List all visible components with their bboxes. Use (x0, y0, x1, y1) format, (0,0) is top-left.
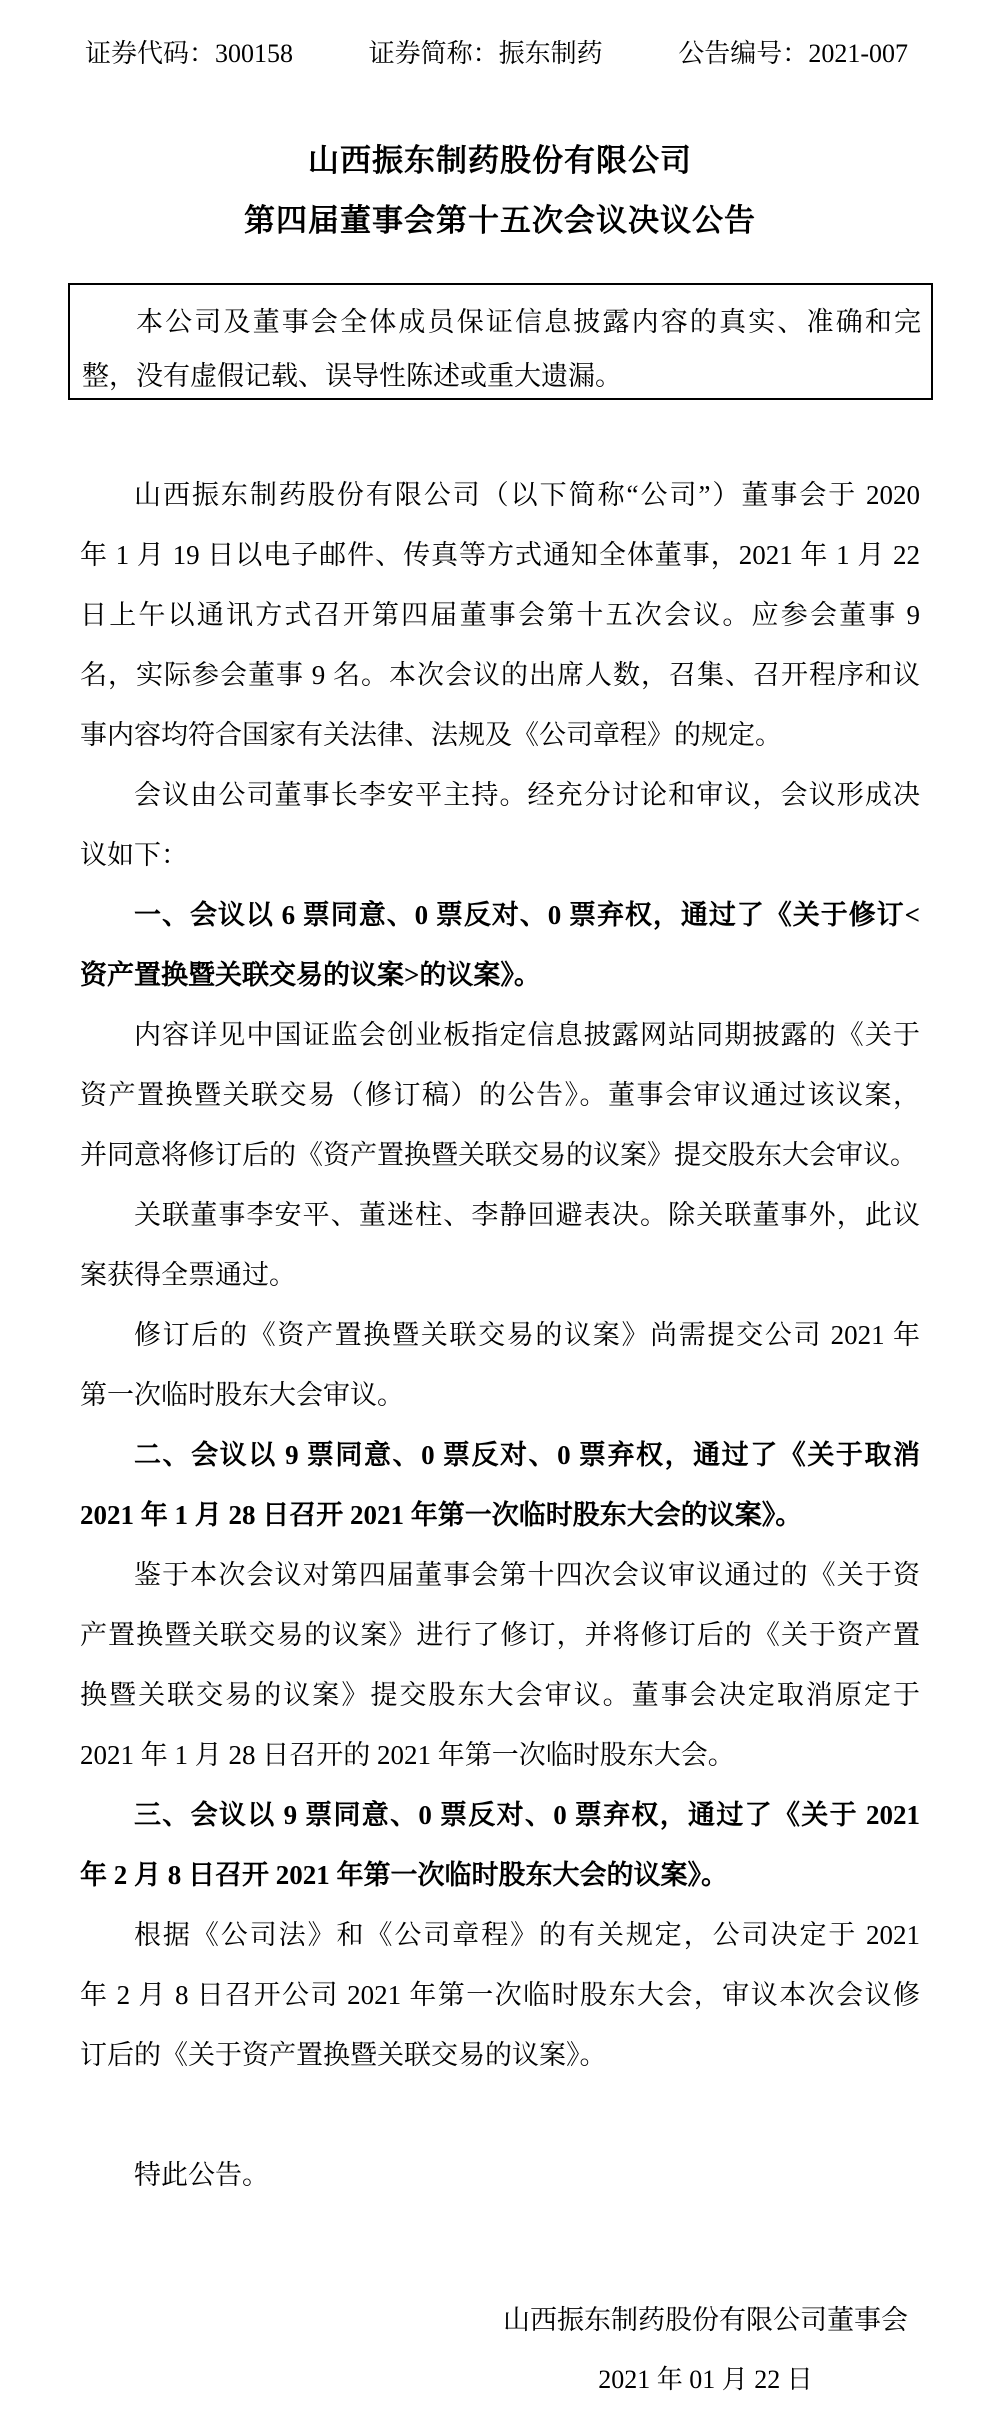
body-line: 名，实际参会董事 9 名。本次会议的出席人数，召集、召开程序和议 (80, 660, 920, 690)
body-line: 山西振东制药股份有限公司（以下简称“公司”）董事会于 2020 (134, 480, 920, 510)
body-line: 根据《公司法》和《公司章程》的有关规定，公司决定于 2021 (134, 1920, 920, 1950)
body-line: 年 1 月 19 日以电子邮件、传真等方式通知全体董事，2021 年 1 月 22 (80, 540, 920, 570)
disclaimer-line: 本公司及董事会全体成员保证信息披露内容的真实、准确和完 (136, 307, 921, 337)
closing-statement: 特此公告。 (134, 2160, 269, 2190)
company-title: 山西振东制药股份有限公司 (308, 143, 692, 178)
body-line: 年 2 月 8 日召开公司 2021 年第一次临时股东大会，审议本次会议修 (80, 1980, 920, 2010)
body-line: 修订后的《资产置换暨关联交易的议案》尚需提交公司 2021 年 (134, 1320, 920, 1350)
body-line: 产置换暨关联交易的议案》进行了修订，并将修订后的《关于资产置 (80, 1620, 920, 1650)
body-line: 并同意将修订后的《资产置换暨关联交易的议案》提交股东大会审议。 (80, 1140, 917, 1170)
body-line: 日上午以通讯方式召开第四届董事会第十五次会议。应参会董事 9 (80, 600, 920, 630)
body-line: 资产置换暨关联交易的议案>的议案》。 (80, 960, 541, 990)
body-line: 议如下： (80, 840, 188, 870)
announcement-title: 第四届董事会第十五次会议决议公告 (244, 203, 756, 238)
board-signature: 山西振东制药股份有限公司董事会 (503, 2305, 908, 2335)
paragraph-resolution-2 (80, 1425, 920, 1545)
body-line: 订后的《关于资产置换暨关联交易的议案》。 (80, 2040, 607, 2070)
body-line: 第一次临时股东大会审议。 (80, 1380, 404, 1410)
paragraph-resolution-1 (80, 885, 920, 1005)
body-line: 年 2 月 8 日召开 2021 年第一次临时股东大会的议案》。 (80, 1860, 728, 1890)
body-line: 事内容均符合国家有关法律、法规及《公司章程》的规定。 (80, 720, 782, 750)
body-line: 三、会议以 9 票同意、0 票反对、0 票弃权，通过了《关于 2021 (134, 1800, 920, 1830)
body-line: 鉴于本次会议对第四届董事会第十四次会议审议通过的《关于资 (134, 1560, 920, 1590)
paragraph-resolution-1-detail (80, 1005, 920, 1185)
stock-code-value: 300158 (215, 38, 294, 68)
announcement-date: 2021 年 01 月 22 日 (598, 2365, 813, 2394)
paragraph-notice (80, 465, 920, 765)
announcement-number-value: 2021-007 (808, 38, 908, 68)
paragraph-submission (80, 1305, 920, 1425)
body-line: 一、会议以 6 票同意、0 票反对、0 票弃权，通过了《关于修订< (134, 900, 920, 930)
body-line: 二、会议以 9 票同意、0 票反对、0 票弃权，通过了《关于取消 (134, 1440, 920, 1470)
stock-name (369, 33, 603, 70)
announcement-number (678, 33, 908, 70)
body-line: 案获得全票通过。 (80, 1260, 296, 1290)
paragraph-abstention (80, 1185, 920, 1305)
disclaimer-box (68, 283, 933, 400)
paragraph-host (80, 765, 920, 885)
paragraph-resolution-2-detail (80, 1545, 920, 1785)
body-text (80, 465, 920, 2205)
paragraph-resolution-3-detail (80, 1905, 920, 2085)
body-line: 资产置换暨关联交易（修订稿）的公告》。董事会审议通过该议案， (80, 1080, 920, 1110)
securities-header-row (85, 34, 908, 68)
stock-name-label: 证券简称： (368, 38, 499, 68)
body-line: 2021 年 1 月 28 日召开的 2021 年第一次临时股东大会。 (80, 1740, 735, 1770)
stock-name-value: 振东制药 (498, 38, 603, 68)
body-line: 2021 年 1 月 28 日召开 2021 年第一次临时股东大会的议案》。 (80, 1500, 803, 1530)
stock-code-label: 证券代码： (85, 38, 216, 68)
body-line: 关联董事李安平、董迷柱、李静回避表决。除关联董事外，此议 (134, 1200, 920, 1230)
signature-block (503, 2300, 908, 2400)
body-line: 换暨关联交易的议案》提交股东大会审议。董事会决定取消原定于 (80, 1680, 920, 1710)
disclaimer-line: 整，没有虚假记载、误导性陈述或重大遗漏。 (82, 361, 622, 391)
stock-code (85, 33, 293, 70)
announcement-number-label: 公告编号： (678, 38, 809, 68)
paragraph-resolution-3 (80, 1785, 920, 1905)
body-line: 内容详见中国证监会创业板指定信息披露网站同期披露的《关于 (134, 1020, 920, 1050)
body-line: 会议由公司董事长李安平主持。经充分讨论和审议，会议形成决 (134, 780, 920, 810)
